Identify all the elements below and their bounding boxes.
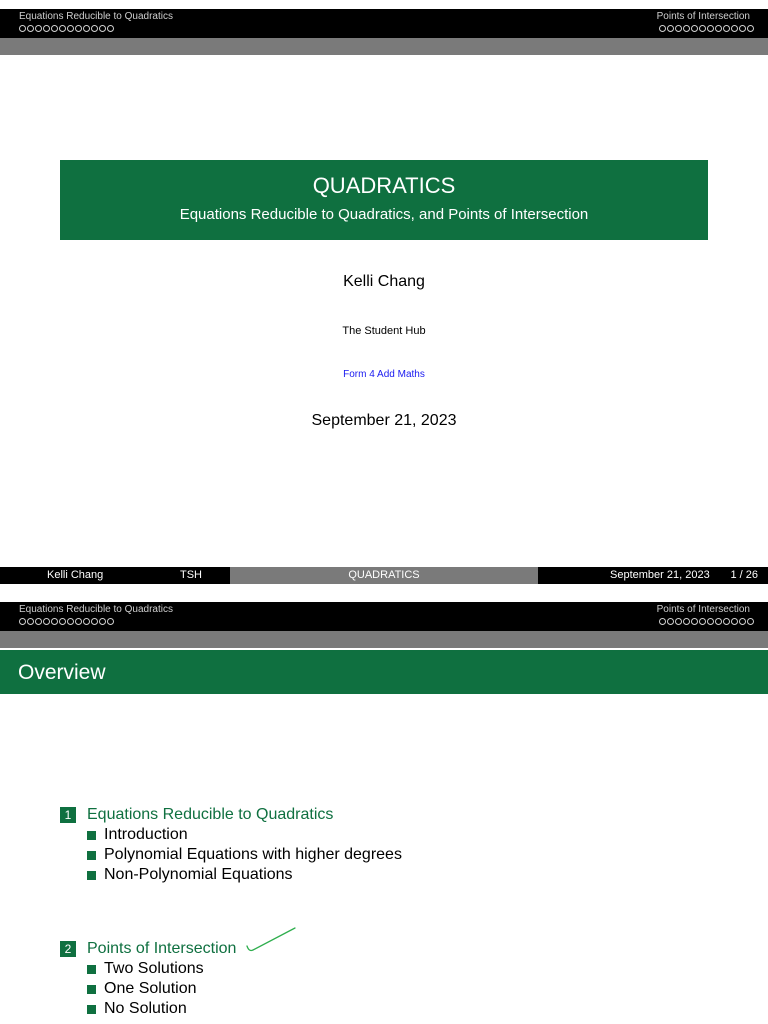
nav-dot[interactable] bbox=[683, 618, 690, 625]
toc-subsection-item[interactable] bbox=[87, 959, 236, 979]
toc-section bbox=[60, 939, 236, 1019]
nav-dot[interactable] bbox=[699, 25, 706, 32]
nav-section-link[interactable]: Points of Intersection bbox=[656, 604, 750, 615]
nav-dot[interactable] bbox=[19, 618, 26, 625]
nav-dot[interactable] bbox=[99, 25, 106, 32]
nav-dot[interactable] bbox=[723, 25, 730, 32]
nav-dot[interactable] bbox=[747, 25, 754, 32]
nav-dot[interactable] bbox=[707, 25, 714, 32]
nav-dot[interactable] bbox=[667, 618, 674, 625]
nav-dot[interactable] bbox=[107, 25, 114, 32]
toc-subsection-item[interactable] bbox=[87, 825, 402, 845]
nav-dot[interactable] bbox=[83, 25, 90, 32]
nav-dot[interactable] bbox=[699, 618, 706, 625]
toc-subsection-item[interactable] bbox=[87, 979, 236, 999]
nav-dot[interactable] bbox=[91, 25, 98, 32]
nav-dot[interactable] bbox=[35, 25, 42, 32]
toc-section-item[interactable] bbox=[60, 939, 236, 959]
nav-dot[interactable] bbox=[691, 25, 698, 32]
nav-dot[interactable] bbox=[67, 618, 74, 625]
square-bullet-icon bbox=[87, 871, 96, 880]
nav-dot[interactable] bbox=[715, 25, 722, 32]
nav-dot[interactable] bbox=[43, 618, 50, 625]
nav-section-link[interactable]: Points of Intersection bbox=[656, 11, 750, 22]
presentation-date: September 21, 2023 bbox=[311, 412, 457, 429]
nav-dot[interactable] bbox=[659, 618, 666, 625]
square-bullet-icon bbox=[87, 985, 96, 994]
square-bullet-icon bbox=[87, 831, 96, 840]
square-bullet-icon bbox=[87, 1005, 96, 1014]
toc-section bbox=[60, 805, 402, 885]
author-name: Kelli Chang bbox=[343, 273, 425, 290]
nav-dot[interactable] bbox=[43, 25, 50, 32]
section-title: Points of Intersection bbox=[87, 940, 237, 957]
footer-page-number: 1 / 26 bbox=[730, 569, 758, 581]
nav-dot[interactable] bbox=[707, 618, 714, 625]
title-block bbox=[60, 160, 708, 240]
nav-dot[interactable] bbox=[691, 618, 698, 625]
toc-subsection-item[interactable] bbox=[87, 999, 236, 1019]
nav-dot[interactable] bbox=[747, 618, 754, 625]
nav-dot[interactable] bbox=[107, 618, 114, 625]
nav-dot[interactable] bbox=[659, 25, 666, 32]
nav-progress-dots bbox=[19, 618, 114, 625]
frame-title-bar bbox=[0, 650, 768, 694]
footer-institute: TSH bbox=[180, 569, 202, 581]
nav-section-link[interactable]: Equations Reducible to Quadratics bbox=[19, 604, 173, 615]
slide-footer bbox=[0, 567, 768, 584]
square-bullet-icon bbox=[87, 851, 96, 860]
footer-title: QUADRATICS bbox=[348, 569, 420, 581]
nav-header bbox=[0, 602, 768, 631]
subsection-title: One Solution bbox=[104, 980, 197, 997]
subsection-title: Non-Polynomial Equations bbox=[104, 866, 293, 883]
section-title: Equations Reducible to Quadratics bbox=[87, 806, 334, 823]
nav-dot[interactable] bbox=[675, 25, 682, 32]
course-link[interactable]: Form 4 Add Maths bbox=[343, 369, 425, 380]
square-bullet-icon bbox=[87, 965, 96, 974]
nav-dot[interactable] bbox=[667, 25, 674, 32]
nav-dot[interactable] bbox=[731, 25, 738, 32]
presentation-subtitle: Equations Reducible to Quadratics, and Points of Intersection bbox=[179, 206, 589, 223]
subsection-title: Polynomial Equations with higher degrees bbox=[104, 846, 402, 863]
nav-dot[interactable] bbox=[27, 25, 34, 32]
nav-dot[interactable] bbox=[723, 618, 730, 625]
nav-progress-dots bbox=[19, 25, 114, 32]
nav-dot[interactable] bbox=[83, 618, 90, 625]
nav-dot[interactable] bbox=[51, 618, 58, 625]
nav-dot[interactable] bbox=[19, 25, 26, 32]
subsection-title: Introduction bbox=[104, 826, 188, 843]
nav-dot[interactable] bbox=[75, 618, 82, 625]
nav-dot[interactable] bbox=[739, 25, 746, 32]
frame-title: Overview bbox=[18, 661, 106, 684]
nav-progress-dots bbox=[659, 618, 754, 625]
footer-author: Kelli Chang bbox=[47, 569, 104, 581]
nav-section-link[interactable]: Equations Reducible to Quadratics bbox=[19, 11, 173, 22]
nav-header bbox=[0, 9, 768, 38]
nav-dot[interactable] bbox=[27, 618, 34, 625]
checkmark-annotation-icon bbox=[244, 924, 300, 958]
nav-dot[interactable] bbox=[731, 618, 738, 625]
nav-dot[interactable] bbox=[59, 25, 66, 32]
toc-section-item[interactable] bbox=[60, 805, 402, 825]
toc-subsection-item[interactable] bbox=[87, 845, 402, 865]
subsection-bar bbox=[0, 38, 768, 55]
nav-dot[interactable] bbox=[675, 618, 682, 625]
subsection-title: No Solution bbox=[104, 1000, 187, 1017]
nav-dot[interactable] bbox=[67, 25, 74, 32]
subsection-title: Two Solutions bbox=[104, 960, 204, 977]
nav-dot[interactable] bbox=[683, 25, 690, 32]
nav-dot[interactable] bbox=[91, 618, 98, 625]
nav-dot[interactable] bbox=[35, 618, 42, 625]
toc-subsection-item[interactable] bbox=[87, 865, 402, 885]
subsection-bar bbox=[0, 631, 768, 648]
presentation-title: QUADRATICS bbox=[312, 173, 456, 198]
section-number: 2 bbox=[60, 941, 76, 957]
nav-dot[interactable] bbox=[739, 618, 746, 625]
nav-dot[interactable] bbox=[51, 25, 58, 32]
footer-date: September 21, 2023 bbox=[610, 569, 710, 581]
nav-dot[interactable] bbox=[715, 618, 722, 625]
section-number: 1 bbox=[60, 807, 76, 823]
nav-dot[interactable] bbox=[99, 618, 106, 625]
nav-dot[interactable] bbox=[75, 25, 82, 32]
nav-progress-dots bbox=[659, 25, 754, 32]
institute-name: The Student Hub bbox=[342, 325, 426, 337]
nav-dot[interactable] bbox=[59, 618, 66, 625]
